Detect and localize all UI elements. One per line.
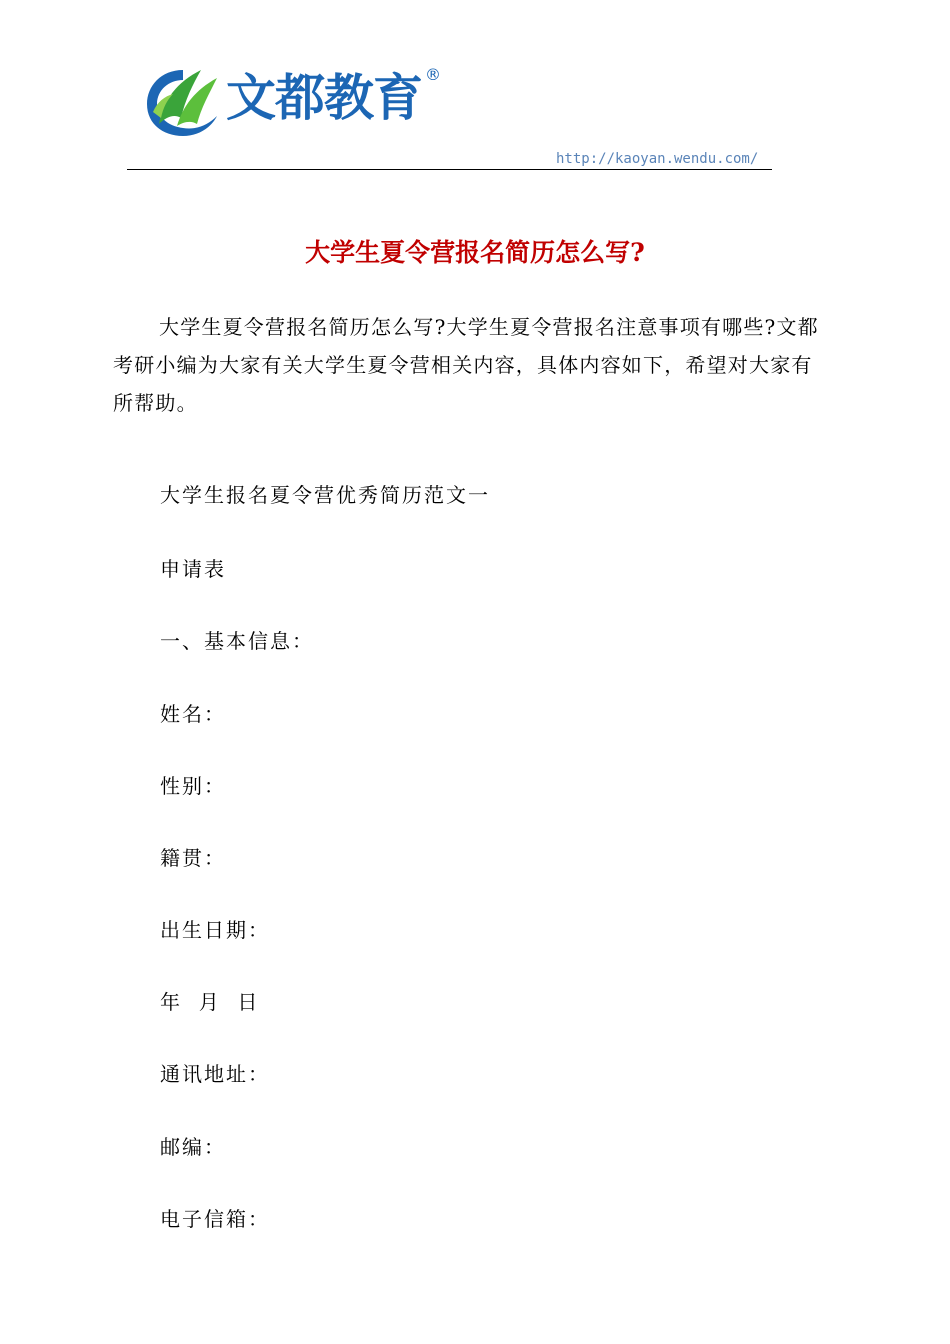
header-divider xyxy=(127,169,772,170)
registered-mark: ® xyxy=(425,65,441,84)
field-email: 电子信箱： xyxy=(160,1207,270,1231)
field-address: 通讯地址： xyxy=(160,1062,270,1086)
logo-leaf-icon xyxy=(143,62,223,138)
field-date-format: 年 月 日 xyxy=(160,990,260,1014)
field-postcode: 邮编： xyxy=(160,1135,226,1159)
page-header xyxy=(0,0,950,180)
field-gender: 性别： xyxy=(160,774,226,798)
section-heading: 大学生报名夏令营优秀简历范文一 xyxy=(160,483,490,507)
form-title: 申请表 xyxy=(160,557,226,581)
intro-paragraph: 大学生夏令营报名简历怎么写?大学生夏令营报名注意事项有哪些?文都考研小编为大家有关大学生夏令营相关内容，具体内容如下，希望对大家有所帮助。 xyxy=(113,315,819,415)
logo-wordmark: 文都教育 xyxy=(226,69,422,127)
field-native-place: 籍贯： xyxy=(160,846,226,870)
field-birth-date: 出生日期： xyxy=(160,918,270,942)
section-basic-info: 一、基本信息： xyxy=(160,629,314,653)
article-title: 大学生夏令营报名简历怎么写? xyxy=(305,238,645,267)
site-url: http://kaoyan.wendu.com/ xyxy=(556,151,759,167)
field-name: 姓名： xyxy=(160,702,226,726)
